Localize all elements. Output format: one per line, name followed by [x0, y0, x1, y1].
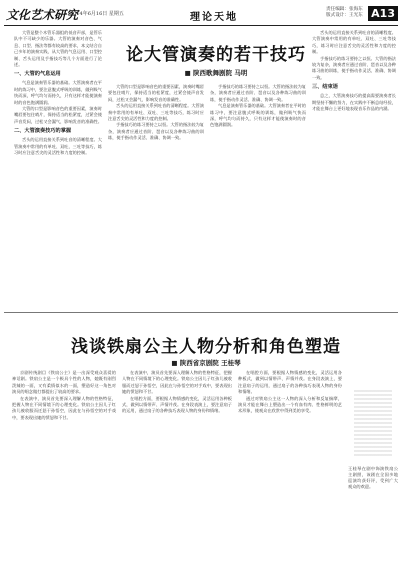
editor-info — [326, 7, 363, 19]
article1-paragraph: 手指技巧的练习要持之以恒。大管的指法较为复杂，演奏者应通过音阶、琶音以及各种练习曲的训练，使手指动作灵活、准确、协调一致。 — [108, 122, 204, 141]
photo-image — [354, 390, 392, 456]
actress-photo — [348, 384, 398, 462]
issue-date: 2014年6月16日 星期五 — [70, 11, 124, 17]
article1-paragraph: 舌头的运用直接关系到吐音的清晰程度。大管演奏中常用的有单吐、双吐、三吐等技巧，练习时应注意舌尖的灵活性和力度的控制。 — [108, 103, 204, 122]
article1-paragraph: 大管的口型是影响音色的重要因素，演奏时嘴唇要包住哨片，保持适当的松紧度，过紧会使声音发闷，过松又会漏气，影响发音的准确性。 — [14, 106, 102, 124]
article1-paragraph: 气息是演奏管乐器的基础。大管演奏者在平时的练习中，要注意腹式呼吸的训练，做到吸气快而深，呼气均匀而持久，只有这样才能使演奏时的音色饱满圆润。 — [14, 80, 102, 105]
newspaper-name: 文化艺术研究 — [6, 8, 79, 22]
article2-paragraph: 在表演中，演员首先要深入理解人物的性格特征，把握人物在不同情境下的心理变化。铁扇公主因儿子红孩儿被收服而迁怒于孙悟空，因此在与孙悟空的对手戏中，要表现出她的愤怒和不甘。 — [122, 370, 232, 395]
article1-paragraph: 总之，大管演奏技巧的提高需要演奏者长期坚持不懈的努力，在实践中不断总结经验，才能在舞台上更好地表现音乐作品的内涵。 — [312, 93, 396, 112]
article1-paragraph: 舌头的运用直接关系到吐音的清晰程度。大管演奏中常用的有单吐、双吐、三吐等技巧，练习时应注意舌尖的灵活性和力度的控制。 — [14, 137, 102, 156]
article1-title: 论大管演奏的若干技巧 — [126, 45, 306, 65]
article1-heading-1: 一、大管的气息运用 — [14, 71, 61, 78]
article2-title: 浅谈铁扇公主人物分析和角色塑造 — [71, 337, 341, 357]
article1-paragraph: 手指技巧的练习要持之以恒。大管的指法较为复杂，演奏者应通过音阶、琶音以及各种练习曲的训练，使手指动作灵活、准确、协调一致。 — [312, 55, 396, 80]
editor-line: 责任编辑：张海东 — [326, 7, 363, 12]
article2-byline: ■ 陕西省京剧院 王桂琴 — [171, 359, 241, 367]
article1-paragraph: 舌头的运用直接关系到吐音的清晰程度。大管演奏中常用的有单吐、双吐、三吐等技巧，练习时应注意舌尖的灵活性和力度的控制。 — [312, 30, 396, 55]
photo-caption: 王桂琴在剧中饰演铁扇公主剧照，该剧在全国多地巡演均获好评，受到广大观众的欢迎。 — [348, 466, 398, 489]
article2-paragraph: 京剧传统剧目《铁扇公主》是一出深受观众喜爱的神话剧。铁扇公主是一个极具个性的人物，她既有刚烈泼辣的一面，又有柔情似水的一面，塑造好这一角色对演员的唱念做打都提出了较高的要求。 — [12, 370, 116, 395]
article2-column-3 — [238, 370, 342, 556]
section-divider — [4, 312, 398, 313]
article1-column-2 — [108, 84, 204, 308]
designer-line: 版式设计：王光东 — [326, 13, 363, 18]
article1-column-4 — [312, 30, 396, 308]
article1-column-3 — [210, 84, 306, 308]
article1-byline: ■ 陕西歌舞剧院 马明 — [184, 69, 248, 77]
article1-paragraph: 大管的口型是影响音色的重要因素，演奏时嘴唇要包住哨片，保持适当的松紧度，过紧会使声音发闷，过松又会漏气，影响发音的准确性。 — [108, 84, 204, 102]
article2-paragraph: 在唱腔方面，要根据人物情感的变化，灵活运用各种板式，做到以情带声、声情并茂。在身段表演上，要注意扇子的运用，通过扇子的各种技巧表现人物的身份和情绪。 — [238, 370, 342, 395]
article1-paragraph: 手指技巧的练习要持之以恒。大管的指法较为复杂，演奏者应通过音阶、琶音以及各种练习曲的训练，使手指动作灵活、准确、协调一致。 — [210, 84, 306, 102]
article1-heading-2: 二、大管演奏技巧的掌握 — [14, 128, 72, 135]
article1-intro: 大管是整个木管乐器组的低音声部，是管乐队中不可缺少的乐器。大管的演奏对音色、气息、口型、指法等都有较高的要求，本文结合自己多年的演奏实践，从大管的气息运用、口型控制、舌头运用及手指技巧等几个方面进行了论述。 — [14, 30, 102, 68]
article2-column-1 — [12, 370, 116, 556]
article2-paragraph: 在表演中，演员首先要深入理解人物的性格特征，把握人物在不同情境下的心理变化。铁扇公主因儿子红孩儿被收服而迁怒于孙悟空，因此在与孙悟空的对手戏中，要表现出她的愤怒和不甘。 — [12, 395, 116, 420]
section-title: 理论天地 — [190, 12, 238, 23]
masthead — [4, 4, 398, 26]
article2-paragraph: 在唱腔方面，要根据人物情感的变化，灵活运用各种板式，做到以情带声、声情并茂。在身段表演上，要注意扇子的运用，通过扇子的各种技巧表现人物的身份和情绪。 — [122, 395, 232, 414]
article1-paragraph: 气息是演奏管乐器的基础。大管演奏者在平时的练习中，要注意腹式呼吸的训练，做到吸气快而深，呼气均匀而持久，只有这样才能使演奏时的音色饱满圆润。 — [210, 103, 306, 128]
article1-heading-3: 三、结束语 — [312, 84, 338, 91]
page-number: A13 — [368, 6, 398, 21]
article2-paragraph: 通过对铁扇公主这一人物的深入分析和反复揣摩，演员才能在舞台上塑造出一个有血有肉、性格鲜明的艺术形象，使观众在欣赏中得到美的享受。 — [238, 395, 342, 414]
article1-column-1 — [14, 30, 102, 308]
article2-column-2 — [122, 370, 232, 556]
